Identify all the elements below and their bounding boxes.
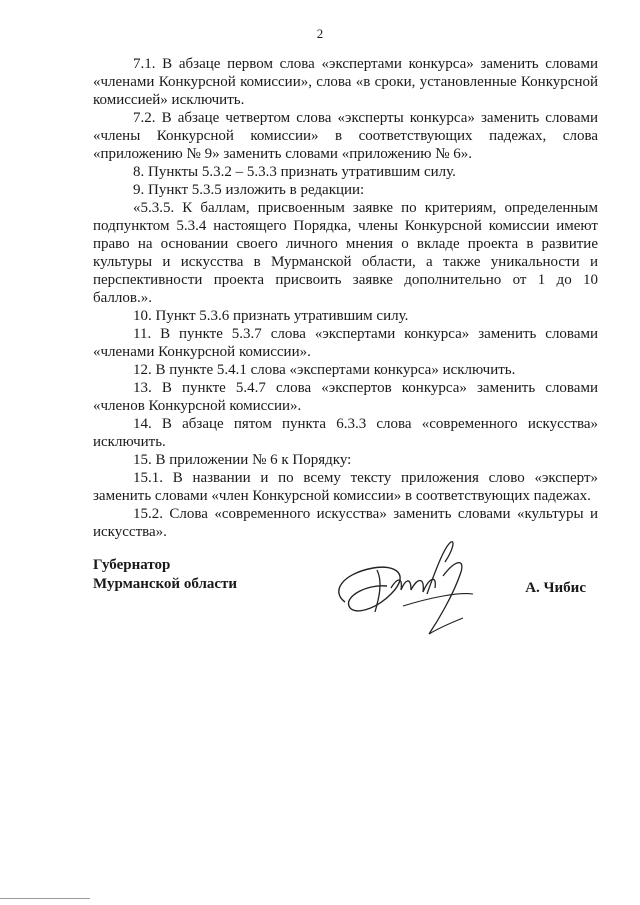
- paragraph-13: 13. В пункте 5.4.7 слова «экспертов конкурса» заменить словами «членов Конкурсной комиссии».: [93, 380, 598, 414]
- signer-title-line1: Губернатор: [93, 557, 171, 573]
- paragraph-12: 12. В пункте 5.4.1 слова «экспертами конкурса» исключить.: [133, 362, 516, 378]
- paragraph-11: 11. В пункте 5.3.7 слова «экспертами конкурса» заменить словами «членами Конкурсной комиссии».: [93, 326, 598, 360]
- signature-block: [93, 556, 598, 666]
- signer-name: А. Чибис: [525, 580, 586, 596]
- paragraph-9: 9. Пункт 5.3.5 изложить в редакции:: [133, 182, 365, 198]
- paragraph-7-2: 7.2. В абзаце четвертом слова «эксперты конкурса» заменить словами «члены Конкурсной комиссии» в соответствующих падежах, слова «приложению № 9» заменить словами «приложению № 6».: [93, 110, 598, 162]
- page-number: 2: [316, 26, 324, 41]
- paragraph-8: 8. Пункты 5.3.2 – 5.3.3 признать утратившим силу.: [133, 164, 456, 180]
- handwritten-signature: [333, 536, 493, 656]
- document-body: [93, 55, 598, 541]
- paragraph-15-1: 15.1. В названии и по всему тексту приложения слово «эксперт» заменить словами «член Конкурсной комиссии» в соответствующих падежах.: [93, 470, 598, 504]
- signer-title-line2: Мурманской области: [93, 576, 238, 592]
- footer-divider: [0, 898, 90, 899]
- paragraph-15: 15. В приложении № 6 к Порядку:: [133, 452, 352, 468]
- paragraph-5-3-5-quote: «5.3.5. К баллам, присвоенным заявке по критериям, определенным подпунктом 5.3.4 настоящего Порядка, члены Конкурсной комиссии имеют право на основании своего личного мнения о вкладе проекта в развитие культуры и искусства в Мурманской области, а также уникальности и перспективности проекта присвоить заявке дополнительно от 1 до 10 баллов.».: [93, 200, 598, 306]
- paragraph-15-2: 15.2. Слова «современного искусства» заменить словами «культуры и искусства».: [93, 506, 598, 540]
- paragraph-14: 14. В абзаце пятом пункта 6.3.3 слова «современного искусства» исключить.: [93, 416, 598, 450]
- paragraph-10: 10. Пункт 5.3.6 признать утратившим силу.: [133, 308, 409, 324]
- paragraph-7-1: 7.1. В абзаце первом слова «экспертами конкурса» заменить словами «членами Конкурсной комиссии», слова «в сроки, установленные Конкурсной комиссией» исключить.: [93, 56, 598, 108]
